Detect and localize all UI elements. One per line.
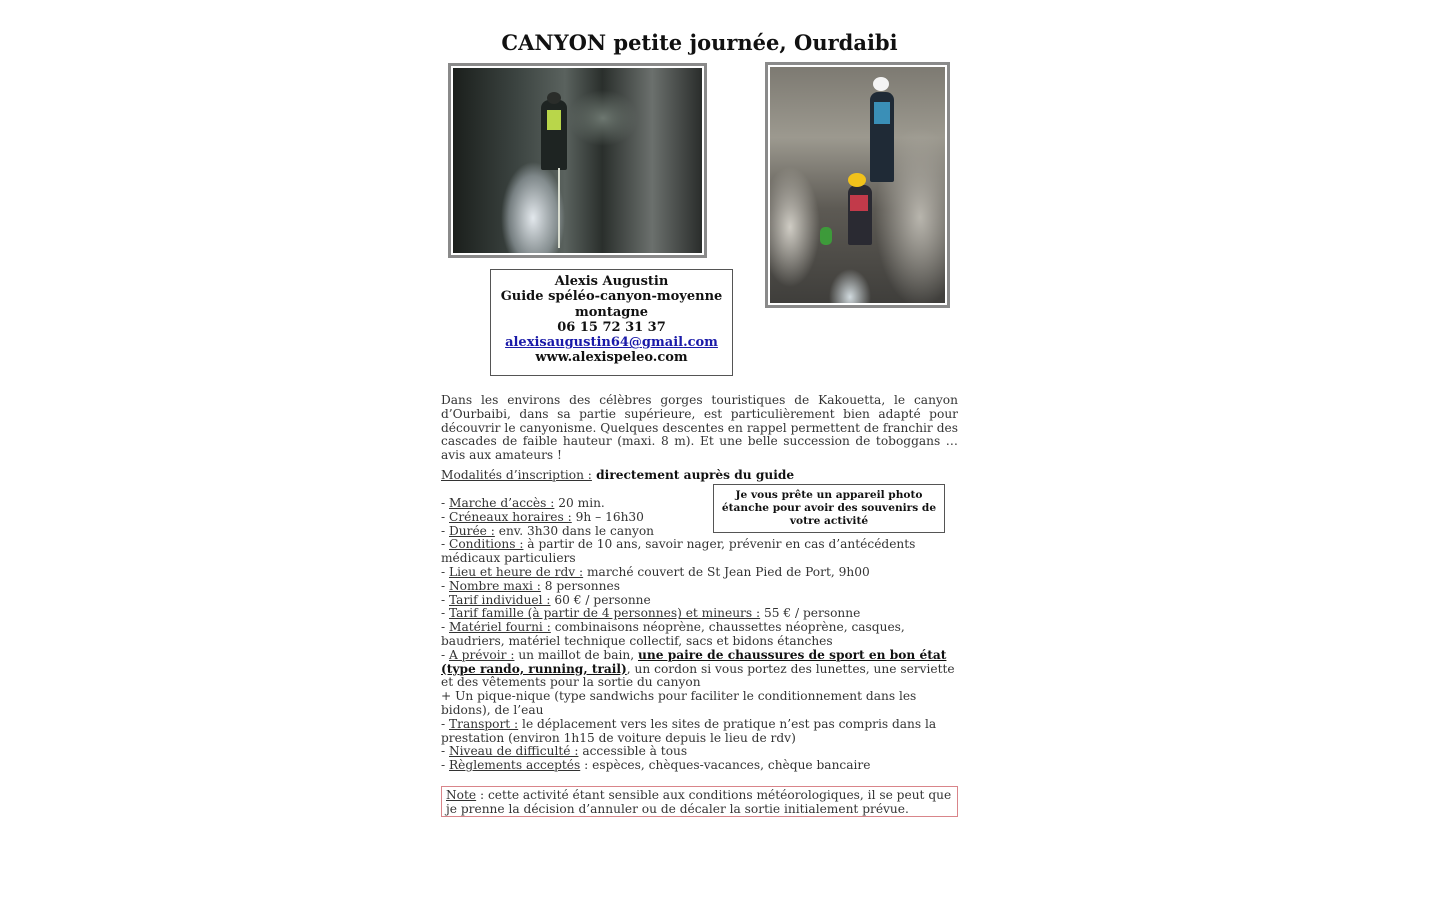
note-text: : cette activité étant sensible aux conditions météorologiques, il se peut que je prenne la décision d’annuler ou de décaler la sortie initialement prévue. <box>446 788 952 816</box>
intro-paragraph: Dans les environs des célèbres gorges touristiques de Kakouetta, le canyon d’Ourbaibi, dans sa partie supérieure, est particulièrement bien adapté pour découvrir le canyonisme. Quelques descentes en rappel permettent de franchir des cascades de faible hauteur (maxi. 8 m). Et une belle succession de toboggans … avis aux amateurs ! <box>441 393 958 463</box>
detail-tarif-famille: - Tarif famille (à partir de 4 personnes) et mineurs : 55 € / personne <box>441 606 861 621</box>
page-title: CANYON petite journée, Ourdaibi <box>501 30 898 55</box>
guide-name: Alexis Augustin <box>554 274 669 289</box>
guide-email-link[interactable]: alexisaugustin64@gmail.com <box>505 335 718 351</box>
detail-nombre: - Nombre maxi : 8 personnes <box>441 578 620 593</box>
canyon-rappel-photo <box>765 62 950 308</box>
detail-lieu: - Lieu et heure de rdv : marché couvert de St Jean Pied de Port, 9h00 <box>441 564 870 579</box>
photo-image <box>770 67 945 303</box>
guide-website: www.alexispeleo.com <box>535 350 688 366</box>
detail-conditions: - Conditions : à partir de 10 ans, savoir nager, prévenir en cas d’antécédents médicaux particuliers <box>441 537 916 566</box>
document-page <box>441 0 958 900</box>
detail-materiel: - Matériel fourni : combinaisons néoprène, chaussettes néoprène, casques, baudriers, matériel technique collectif, sacs et bidons étanches <box>441 620 905 648</box>
guide-phone: 06 15 72 31 37 <box>557 319 666 335</box>
canyon-waterfall-photo <box>448 63 707 258</box>
detail-duree: - Durée : env. 3h30 dans le canyon <box>441 523 655 538</box>
detail-reglements: - Règlements acceptés : espèces, chèques-vacances, chèque bancaire <box>441 758 871 773</box>
detail-prevoir: - A prévoir : un maillot de bain, une paire de chaussures de sport en bon état (type rando, running, trail), un cordon si vous portez des lunettes, une serviette et des vêtements pour la sortie du canyon <box>441 647 955 690</box>
detail-pique-nique: + Un pique-nique (type sandwichs pour faciliter le conditionnement dans les bidons), de l’eau <box>441 689 917 717</box>
guide-role: Guide spéléo-canyon-moyenne montagne <box>500 289 723 320</box>
weather-note-box <box>441 786 958 817</box>
registration-value: directement auprès du guide <box>591 468 795 482</box>
guide-contact-box <box>490 269 733 376</box>
note-label: Note <box>446 788 477 802</box>
registration-line <box>441 469 958 483</box>
detail-niveau: - Niveau de difficulté : accessible à tous <box>441 744 688 759</box>
detail-transport: - Transport : le déplacement vers les sites de pratique n’est pas compris dans la prestation (environ 1h15 de voiture depuis le lieu de rdv) <box>441 716 937 745</box>
camera-offer-box: Je vous prête un appareil photo étanche pour avoir des souvenirs de votre activité <box>713 484 945 533</box>
detail-creneaux: - Créneaux horaires : 9h – 16h30 <box>441 509 644 524</box>
activity-details <box>441 497 958 773</box>
photo-image <box>453 68 702 253</box>
detail-tarif-individuel: - Tarif individuel : 60 € / personne <box>441 592 651 607</box>
registration-label: Modalités d’inscription : <box>441 468 592 482</box>
detail-marche: - Marche d’accès : 20 min. <box>441 496 605 510</box>
